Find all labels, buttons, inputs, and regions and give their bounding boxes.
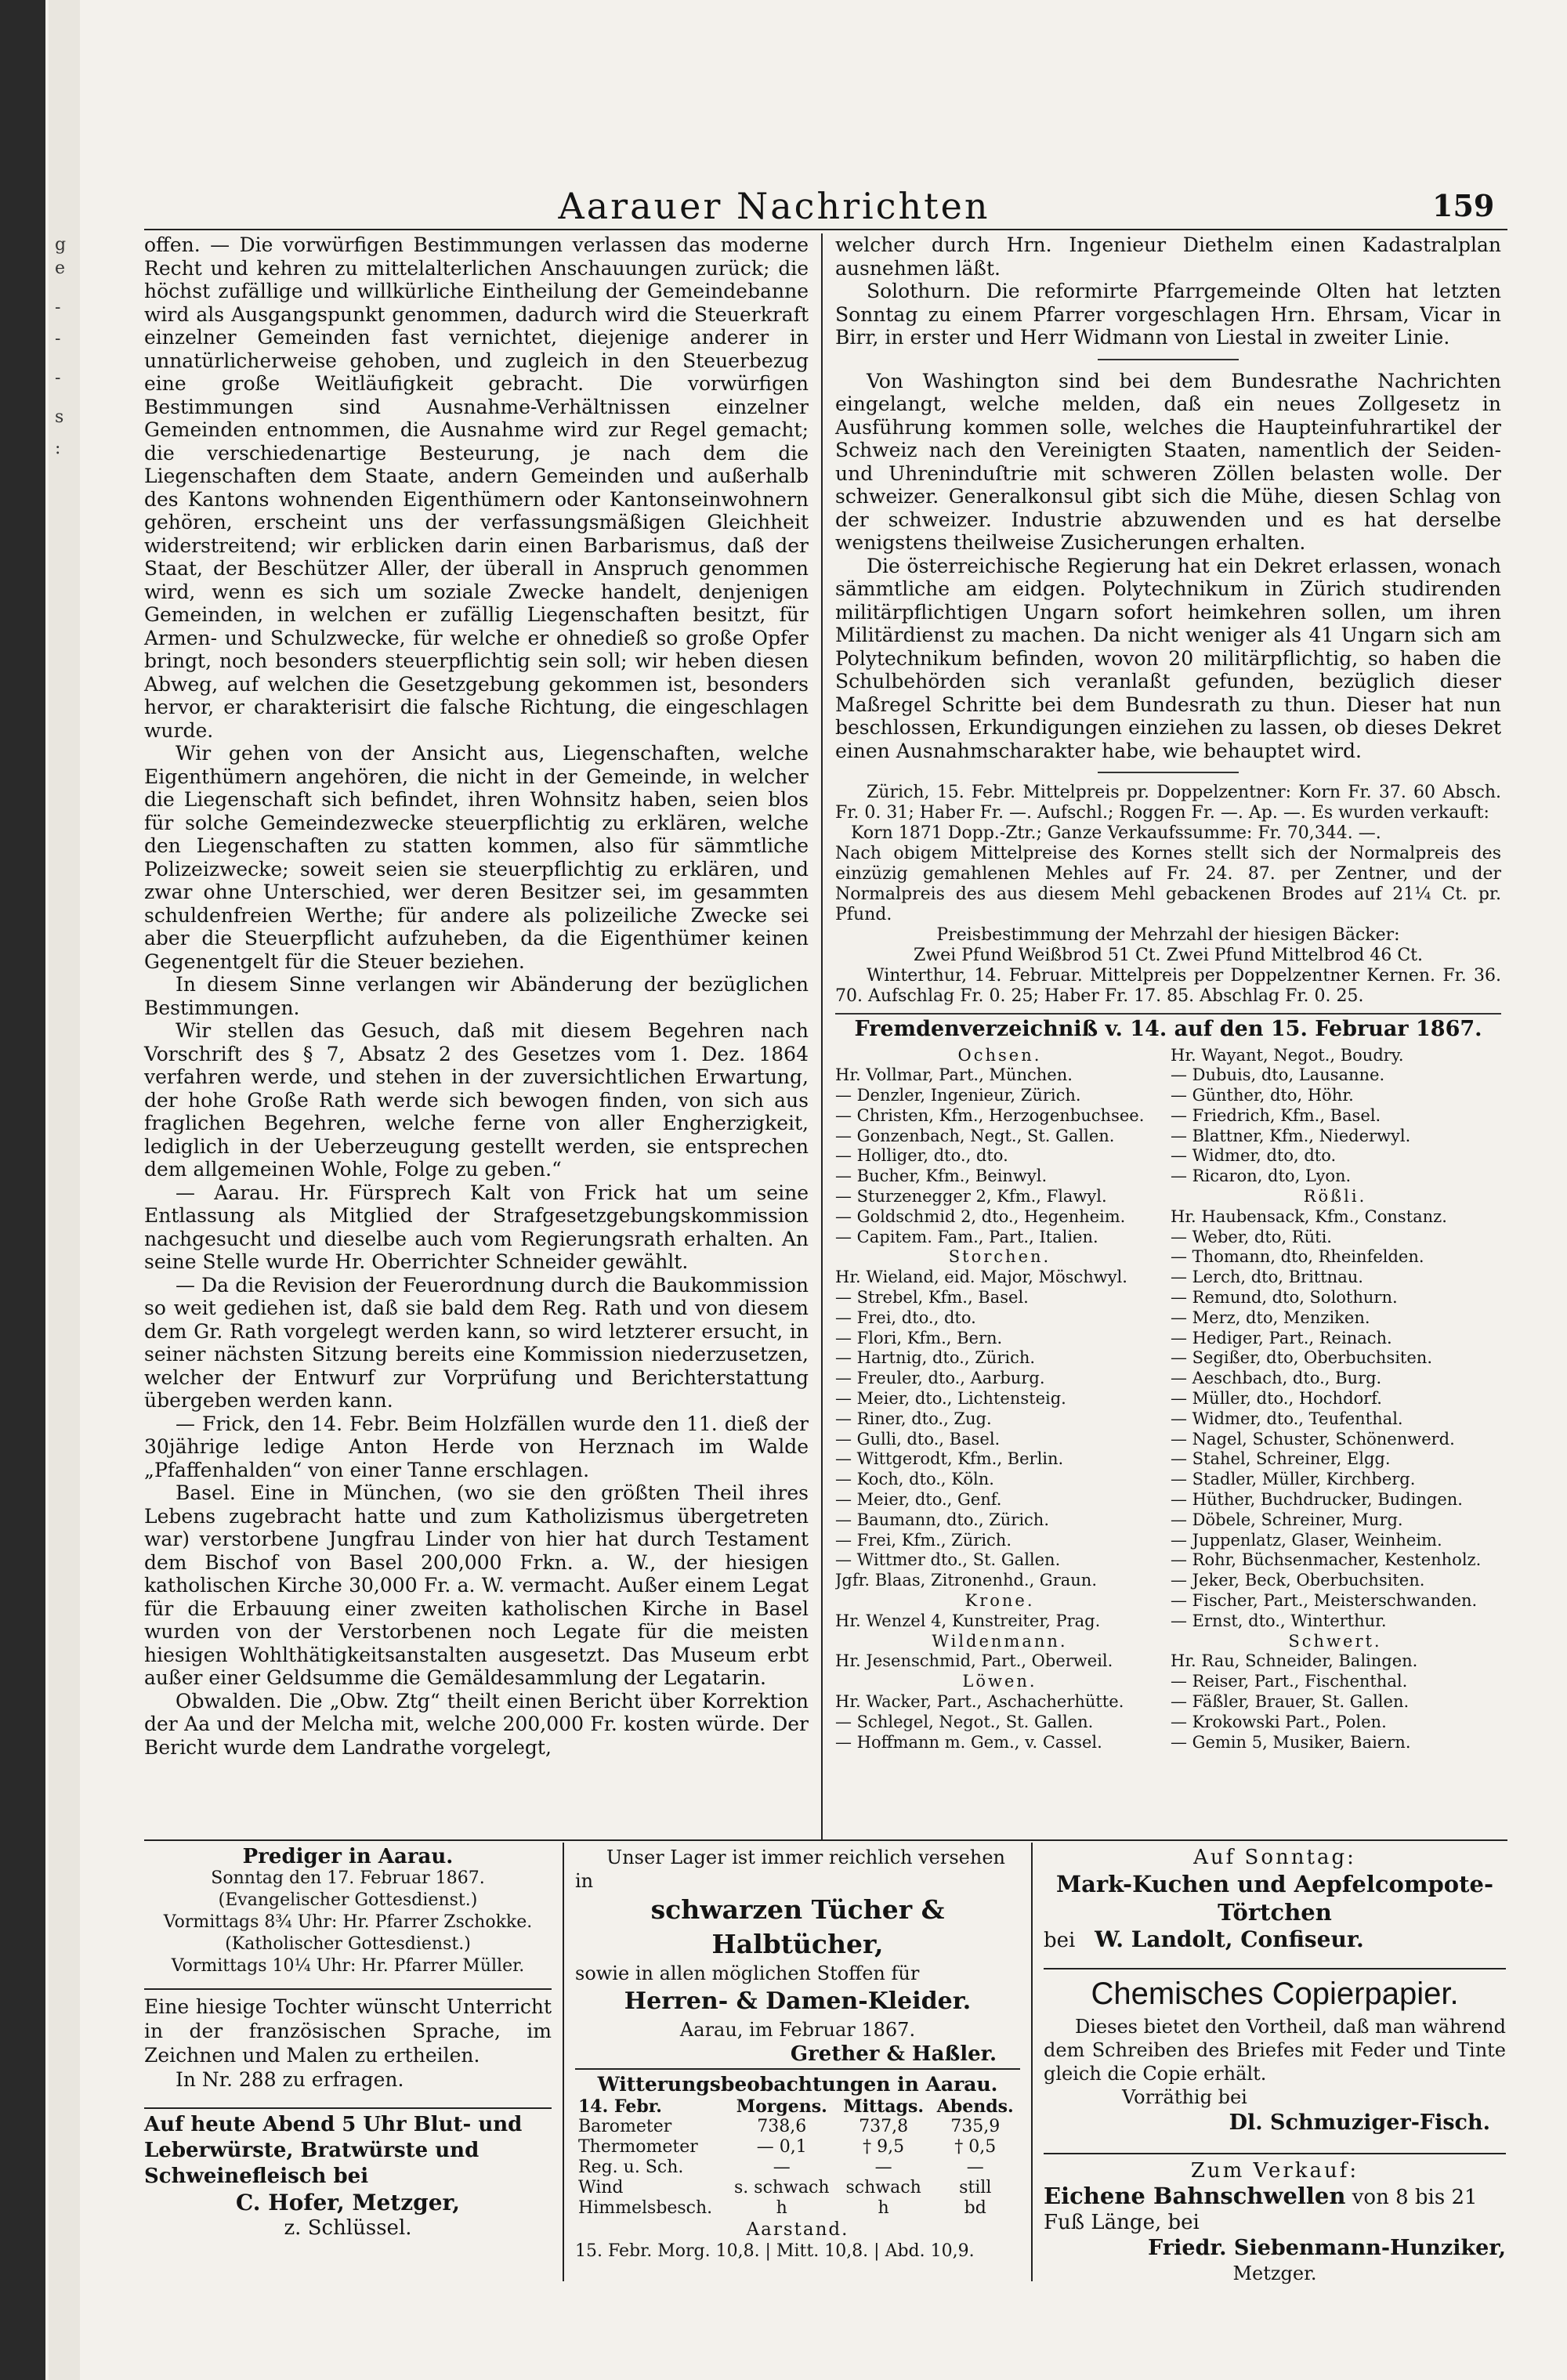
column-divider bbox=[821, 233, 823, 1839]
guest-list-entry: — Hoffmann m. Gem., v. Cassel. bbox=[835, 1732, 1102, 1752]
guest-list-hotel: Löwen. bbox=[962, 1672, 1037, 1691]
guest-list-entry: — Fischer, Part., Meisterschwanden. bbox=[1171, 1591, 1478, 1611]
guest-list-entry: — Dubuis, dto, Lausanne. bbox=[1171, 1065, 1385, 1085]
guest-list-title: Fremdenverzeichniß v. 14. auf den 15. Februar 1867. bbox=[854, 1017, 1482, 1041]
ad-text: Zum Verkauf: bbox=[1190, 2159, 1359, 2183]
ad-headline: Herren- & Damen-Kleider. bbox=[624, 1988, 972, 2015]
ad-line: (Evangelischer Gottesdienst.) bbox=[218, 1890, 478, 1910]
guest-list-entry: — Döbele, Schreiner, Murg. bbox=[1171, 1510, 1403, 1529]
guest-list-entry: — Sturzenegger 2, Kfm., Flawyl. bbox=[835, 1187, 1107, 1206]
section-rule bbox=[835, 1013, 1501, 1015]
ad-prediger bbox=[144, 1846, 552, 1977]
ad-rule bbox=[144, 1988, 552, 1990]
article-paragraph: Basel. Eine in München, (wo sie den größten Theil ihres Lebens zugebracht hatte und zum Katholizismus übergetreten war) verstorbene Jungfrau Linder von hier hat durch Testament dem Bischof von Basel 200,000 Frkn. a. W., der hiesigen katholischen Kirche 30,000 Fr. a. W. vermacht. Außer einem Legat für die Erbauung einer zweiten katholischen Kirche in Basel wurden von der Verstorbenen noch Legate für die meisten hiesigen Wohlthätigkeitsanstalten ausgesetzt. Das Museum erbt außer einer Geldsumme die Gemäldesammlung der Legatarin. bbox=[144, 1481, 809, 1689]
guest-list-entry: — Widmer, dto., Teufenthal. bbox=[1171, 1409, 1403, 1428]
guest-list-entry: — Koch, dto., Köln. bbox=[835, 1470, 994, 1489]
guest-list-entry: — Flori, Kfm., Bern. bbox=[835, 1328, 1003, 1347]
weather-cell: 738,6 bbox=[757, 2117, 807, 2136]
guest-list-entry: — Ernst, dto., Winterthur. bbox=[1171, 1611, 1387, 1630]
ad-copier bbox=[1044, 1973, 1506, 2137]
weather-date: 14. Febr. bbox=[578, 2096, 662, 2117]
guest-list-entry: — Gulli, dto., Basel. bbox=[835, 1429, 1001, 1449]
guest-list-entry: — Aeschbach, dto., Burg. bbox=[1171, 1369, 1382, 1388]
ad-line: Vormittags 8¾ Uhr: Hr. Pfarrer Zschokke. bbox=[163, 1912, 533, 1932]
ad-text: Auf Sonntag: bbox=[1193, 1846, 1356, 1869]
guest-list-entry: Hr. Rau, Schneider, Balingen. bbox=[1171, 1651, 1418, 1671]
ad-title: Prediger in Aarau. bbox=[242, 1845, 454, 1868]
guest-list-entry: — Friedrich, Kfm., Basel. bbox=[1171, 1105, 1381, 1125]
article-paragraph: — Frick, den 14. Febr. Beim Holzfällen wurde den 11. dieß der 30jährige ledige Anton Herde von Herznach im Walde „Pfaffenhalden“ von einer Tanne erschlagen. bbox=[144, 1412, 809, 1481]
weather-row-label: Reg. u. Sch. bbox=[578, 2158, 684, 2177]
guest-list-entry: — Juppenlatz, Glaser, Weinheim. bbox=[1171, 1530, 1442, 1550]
ad-headline: schwarzen Tücher & Halbtücher, bbox=[650, 1894, 945, 1959]
guest-list-hotel: Ochsen. bbox=[957, 1045, 1042, 1065]
article-paragraph: Von Washington sind bei dem Bundesrathe Nachrichten eingelangt, welche melden, daß ein neues Zollgesetz in Ausführung kommen solle, welches die Haupteinfuhrartikel der Schweiz nach den Vereinigten Staaten, namentlich der Seiden- und Uhreninduſtrie mit schweren Zöllen belasten wolle. Der schweizer. Generalkonsul gibt sich die Mühe, diesen Schlag von der schweizer. Industrie abzuwenden und es hat derselbe wenigstens theilweise Zusicherungen erhalten. bbox=[835, 369, 1501, 554]
ad-text: Auf heute Abend 5 Uhr Blut- und Leberwürste, Bratwürste und Schweinefleisch bei bbox=[144, 2113, 523, 2188]
guest-list-entry: — Müller, dto., Hochdorf. bbox=[1171, 1389, 1382, 1409]
guest-list-entry: — Wittgerodt, Kfm., Berlin. bbox=[835, 1449, 1064, 1469]
weather-cell: 735,9 bbox=[950, 2117, 1001, 2136]
guest-list-entry: — Meier, dto., Lichtensteig. bbox=[835, 1389, 1066, 1409]
guest-list-entry: — Rohr, Büchsenmacher, Kestenholz. bbox=[1171, 1550, 1482, 1570]
guest-list-entry: — Krokowski Part., Polen. bbox=[1171, 1712, 1387, 1731]
guest-list-entry: — Hüther, Buchdrucker, Budingen. bbox=[1171, 1490, 1463, 1510]
market-report: Zwei Pfund Weißbrod 51 Ct. Zwei Pfund Mittelbrod 46 Ct. bbox=[913, 946, 1424, 965]
edge-letter: - bbox=[55, 298, 61, 317]
ad-text: Aarau, im Februar 1867. bbox=[679, 2019, 916, 2041]
ad-rule bbox=[144, 2107, 552, 2109]
guest-list-entry: — Frei, Kfm., Zürich. bbox=[835, 1530, 1012, 1550]
market-report: Zürich, 15. Febr. Mittelpreis pr. Doppelzentner: Korn Fr. 37. 60 Absch. Fr. 0. 31; Haber Fr. —. Aufschl.; Roggen Fr. —. Ap. —. Es wurden verkauft: bbox=[835, 783, 1501, 823]
guest-list-entry: — Bucher, Kfm., Beinwyl. bbox=[835, 1166, 1048, 1186]
guest-list-entry: Jgfr. Blaas, Zitronenhd., Graun. bbox=[835, 1571, 1097, 1590]
ad-firm: Grether & Haßler. bbox=[790, 2042, 997, 2066]
ad-name: C. Hofer, Metzger, bbox=[236, 2190, 460, 2215]
ad-headline: Mark-Kuchen und Aepfelcompote-Törtchen bbox=[1055, 1871, 1494, 1926]
ad-rule bbox=[1044, 2153, 1506, 2154]
guest-list-entry: — Reiser, Part., Fischenthal. bbox=[1171, 1672, 1408, 1691]
ad-name: Dl. Schmuziger-Fisch. bbox=[1229, 2111, 1490, 2135]
weather-row-label: Himmelsbesch. bbox=[578, 2198, 713, 2218]
weather-cell: s. schwach bbox=[734, 2178, 830, 2197]
edge-letter: g bbox=[55, 235, 67, 255]
guest-list-hotel: Krone. bbox=[964, 1591, 1035, 1611]
section-separator bbox=[1098, 772, 1239, 773]
weather-table bbox=[575, 2096, 1020, 2219]
guest-list-entry: — Wittmer dto., St. Gallen. bbox=[835, 1550, 1061, 1570]
edge-letter: - bbox=[55, 329, 61, 349]
guest-list-entry: — Segißer, dto, Oberbuchsiten. bbox=[1171, 1348, 1433, 1368]
guest-list-entry: Hr. Wieland, eid. Major, Möschwyl. bbox=[835, 1268, 1127, 1287]
weather-cell: — bbox=[966, 2158, 984, 2177]
edge-letter: : bbox=[55, 439, 61, 458]
ad-lager bbox=[575, 1846, 1020, 2067]
guest-list-entry: — Jeker, Beck, Oberbuchsiten. bbox=[1171, 1571, 1425, 1590]
weather-col-header: Morgens. bbox=[736, 2096, 827, 2117]
ad-headline: Eichene Bahnschwellen bbox=[1044, 2183, 1346, 2209]
right-column bbox=[835, 233, 1501, 1752]
guest-list-entry: — Schlegel, Negot., St. Gallen. bbox=[835, 1712, 1094, 1731]
guest-list-entry: — Gonzenbach, Negt., St. Gallen. bbox=[835, 1126, 1115, 1145]
guest-list-entry: — Thomann, dto, Rheinfelden. bbox=[1171, 1247, 1424, 1267]
article-paragraph: offen. — Die vorwürfigen Bestimmungen verlassen das moderne Recht und kehren zu mittelalterlichen Anschauungen zurück; die höchst zufällige und willkürliche Eintheilung der Gemeindebanne wird als Ausgangspunkt genommen, dadurch wird die Steuerkraft einzelner Gemeinden fast vernichtet, diejenige anderer in unnatürlicherweise gehoben, und zugleich in den Steuerbezug eine große Weitläufigkeit gebracht. Die vorwürfigen Bestimmungen sind Ausnahme-Verhältnissen einzelner Gemeinden entnommen, die Ausnahme wird zur Regel gemacht; die verschiedenartige Besteurung, je nach dem die Liegenschaften dem Staate, andern Gemeinden und außerhalb des Kantons wohnenden Eigenthümern oder Kantonseinwohnern gehören, erscheint uns der verfassungsmäßigen Gleichheit widerstreitend; wir erblicken darin einen Barbarismus, daß der Staat, der Beschützer Aller, der überall in Anspruch genommen wird, wenn es sich um soziale Zwecke handelt, denjenigen Gemeinden, in welchen er zufällig Liegenschaften besitzt, für Armen- und Schulzwecke, für welche er ohnedieß so große Opfer bringt, noch besonders steuerpflichtig sein soll; wir heben diesen Abweg, auf welchen die Gesetzgebung gekommen ist, besonders hervor, er charakterisirt die falsche Richtung, die eingeschlagen wurde. bbox=[144, 233, 809, 742]
article-paragraph: Solothurn. Die reformirte Pfarrgemeinde Olten hat letzten Sonntag zu einem Pfarrer vorgeschlagen Hrn. Ehrsam, Vicar in Birr, in erster und Herr Widmann von Liestal in zweiter Linie. bbox=[835, 280, 1501, 349]
guest-list-entry: — Riner, dto., Zug. bbox=[835, 1409, 992, 1428]
ad-rule bbox=[575, 2068, 1020, 2070]
guest-list-entry: Hr. Wenzel 4, Kunstreiter, Prag. bbox=[835, 1611, 1101, 1630]
edge-letter: - bbox=[55, 368, 61, 388]
guest-list-hotel: Wildenmann. bbox=[932, 1631, 1068, 1651]
article-paragraph: Wir gehen von der Ansicht aus, Liegenschaften, welche Eigenthümern angehören, die nicht in der Gemeinde, in welcher die Liegenschaft sich befindet, ihren Wohnsitz haben, seien blos für solche Gemeindezwecke steuerpflichtig zu erklären, welche den Liegenschaften zu statten kommen, also für sämmtliche Polizeizwecke; soweit seien sie steuerpflichtig zu erklären, und zwar ohne Unterschied, wer deren Besitzer sei, im gesammten schuldenfreien Werthe; für andere als polizeiliche Zwecke sei aber die Steuerpflicht aufzuheben, da die Eigenthümer keinen Gegenentgelt für die Steuer beziehen. bbox=[144, 742, 809, 973]
guest-list-entry: — Meier, dto., Genf. bbox=[835, 1490, 1002, 1510]
page-edge bbox=[49, 0, 80, 2380]
weather-row-label: Thermometer bbox=[578, 2137, 698, 2157]
guest-list-entry: — Nagel, Schuster, Schönenwerd. bbox=[1171, 1429, 1455, 1449]
page-number: 159 bbox=[1432, 188, 1495, 223]
guest-list-hotel: Rößli. bbox=[1303, 1187, 1367, 1206]
edge-letter: e bbox=[55, 259, 66, 278]
edge-letter: s bbox=[55, 407, 64, 427]
weather-row-label: Barometer bbox=[578, 2117, 672, 2136]
market-report: Nach obigem Mittelpreise des Kornes stellt sich der Normalpreis des einzüzig gemahlenen Mehles auf Fr. 24. 87. per Zentner, und der Normalpreis des aus diesem Mehl gebackenen Brodes auf 21¼ Ct. pr. Pfund. bbox=[835, 844, 1501, 924]
market-report: Winterthur, 14. Februar. Mittelpreis per Doppelzentner Kernen. Fr. 36. 70. Aufschlag Fr. 0. 25; Haber Fr. 17. 85. Abschlag Fr. 0. 25. bbox=[835, 966, 1501, 1006]
article-paragraph: Obwalden. Die „Obw. Ztg“ theilt einen Bericht über Korrektion der Aa und der Melcha mit, welche 200,000 Fr. kosten würde. Der Bericht wurde dem Landrathe vorgelegt, bbox=[144, 1689, 809, 1759]
header-rule bbox=[144, 229, 1507, 230]
ad-place: z. Schlüssel. bbox=[284, 2216, 412, 2240]
weather-cell: schwach bbox=[845, 2178, 921, 2197]
guest-list-entry: — Frei, dto., dto. bbox=[835, 1308, 976, 1327]
newspaper-page bbox=[45, 0, 1567, 2380]
guest-list-entry: — Lerch, dto, Brittnau. bbox=[1171, 1268, 1363, 1287]
ad-text: von 8 bis 21 Fuß Länge, bei bbox=[1044, 2186, 1478, 2234]
ad-sonntag bbox=[1044, 1846, 1506, 1954]
weather-cell: † 0,5 bbox=[954, 2137, 997, 2157]
weather-col-header: Abends. bbox=[936, 2096, 1014, 2117]
guest-list-entry: — Freuler, dto., Aarburg. bbox=[835, 1369, 1045, 1388]
guest-list-entry: — Goldschmid 2, dto., Hegenheim. bbox=[835, 1206, 1126, 1226]
weather-cell: still bbox=[959, 2178, 992, 2197]
guest-list-entry: — Ricaron, dto, Lyon. bbox=[1171, 1166, 1352, 1186]
guest-list-entry: — Stadler, Müller, Kirchberg. bbox=[1171, 1470, 1416, 1489]
article-paragraph: welcher durch Hrn. Ingenieur Diethelm einen Kadastralplan ausnehmen läßt. bbox=[835, 233, 1501, 280]
guest-list-entry: — Widmer, dto, dto. bbox=[1171, 1146, 1337, 1166]
section-separator bbox=[1098, 359, 1239, 360]
ad-headline: Chemisches Copierpapier. bbox=[1091, 1977, 1459, 2011]
guest-list-entry: — Capitem. Fam., Part., Italien. bbox=[835, 1227, 1098, 1246]
article-paragraph: Wir stellen das Gesuch, daß mit diesem Begehren nach Vorschrift des § 7, Absatz 2 des Gesetzes vom 1. Dez. 1864 verfahren werde, und stehen in der zuversichtlichen Erwartung, der hohe Große Rath werde sich bewogen finden, von sich aus fraglichen Begehren, welche ferne von aller Engherzigkeit, lediglich in der Ueberzeugung gestellt werden, sie entsprechen dem allgemeinen Wohle, Folge zu geben.“ bbox=[144, 1019, 809, 1181]
ad-text: Unser Lager ist immer reichlich versehen in bbox=[575, 1846, 1005, 1892]
weather-cell: h bbox=[776, 2198, 787, 2218]
guest-list-entry: Hr. Wacker, Part., Aschacherhütte. bbox=[835, 1692, 1124, 1711]
weather-cell: h bbox=[878, 2198, 889, 2218]
ad-text: Dieses bietet den Vortheil, daß man während dem Schreiben des Briefes mit Feder und Tinte gleich die Copie erhält. bbox=[1044, 2016, 1506, 2085]
guest-list-hotel: Storchen. bbox=[948, 1247, 1051, 1267]
ad-verkauf bbox=[1044, 2159, 1506, 2286]
guest-list-entry: — Gemin 5, Musiker, Baiern. bbox=[1171, 1732, 1411, 1752]
weather-cell: bd bbox=[964, 2198, 986, 2218]
ad-divider bbox=[563, 1843, 564, 2281]
weather-col-header: Mittags. bbox=[843, 2096, 924, 2117]
weather-box bbox=[575, 2073, 1020, 2262]
article-paragraph: Die österreichische Regierung hat ein Dekret erlassen, wonach sämmtliche am eidgen. Polytechnikum in Zürich studirenden militärpflichtigen Ungarn sofort heimkehren sollen, um ihren Militärdienst zu machen. Da nicht weniger als 41 Ungarn sich am Polytechnikum befinden, wovon 20 militärpflichtig, so haben die Schulbehörden sich veranlaßt gefunden, bezüglich dieser Maßregel Schritte bei dem Bundesrath zu thun. Dieser hat nun beschlossen, Erkundigungen einziehen zu lassen, ob dieses Dekret einen Ausnahmscharakter habe, wie behauptet wird. bbox=[835, 554, 1501, 762]
left-column bbox=[144, 233, 809, 1759]
guest-list-hotel: Schwert. bbox=[1288, 1631, 1382, 1651]
article-paragraph: In diesem Sinne verlangen wir Abänderung der bezüglichen Bestimmungen. bbox=[144, 973, 809, 1019]
ad-text: Vorräthig bei bbox=[1122, 2086, 1247, 2108]
weather-cell: — bbox=[773, 2158, 791, 2177]
guest-list-entry: — Denzler, Ingenieur, Zürich. bbox=[835, 1086, 1081, 1105]
market-report: Korn 1871 Dopp.-Ztr.; Ganze Verkaufssumme: Fr. 70,344. —. bbox=[851, 823, 1381, 843]
guest-list-entry: — Christen, Kfm., Herzogenbuchsee. bbox=[835, 1105, 1145, 1125]
ad-divider bbox=[1031, 1843, 1033, 2281]
guest-list-entry: — Fäßler, Brauer, St. Gallen. bbox=[1171, 1692, 1410, 1711]
guest-list-entry: Hr. Vollmar, Part., München. bbox=[835, 1065, 1073, 1085]
ad-line: (Katholischer Gottesdienst.) bbox=[225, 1934, 471, 1954]
guest-list-entry: — Remund, dto, Solothurn. bbox=[1171, 1288, 1398, 1308]
article-paragraph: — Da die Revision der Feuerordnung durch die Baukommission so weit gediehen ist, daß sie bald dem Reg. Rath und von diesem dem Gr. Rath vorgelegt werden kann, so wird letzterer ersucht, in seiner nächsten Sitzung bereits eine Kommission niederzusetzen, welcher der Entwurf zur Vorprüfung und Berichterstattung übergeben werden kann. bbox=[144, 1273, 809, 1412]
guest-list-entry: — Stahel, Schreiner, Elgg. bbox=[1171, 1449, 1391, 1469]
market-report: Preisbestimmung der Mehrzahl der hiesigen Bäcker: bbox=[936, 925, 1400, 945]
ad-line: Vormittags 10¼ Uhr: Hr. Pfarrer Müller. bbox=[171, 1956, 525, 1976]
ads-rule bbox=[144, 1839, 1507, 1841]
ad-text: Metzger. bbox=[1232, 2262, 1317, 2284]
guest-list-entry: — Baumann, dto., Zürich. bbox=[835, 1510, 1049, 1529]
ad-name: W. Landolt, Confiseur. bbox=[1095, 1926, 1364, 1952]
guest-list-entry: — Günther, dto, Höhr. bbox=[1171, 1086, 1354, 1105]
ad-text: Eine hiesige Tochter wünscht Unterricht in der französischen Sprache, im Zeichnen und Malen zu ertheilen. bbox=[144, 1995, 552, 2067]
guest-list-entry: — Blattner, Kfm., Niederwyl. bbox=[1171, 1126, 1411, 1145]
weather-cell: — 0,1 bbox=[756, 2137, 807, 2157]
ad-hofer bbox=[144, 2112, 552, 2241]
guest-list-entry: Hr. Haubensack, Kfm., Constanz. bbox=[1171, 1206, 1447, 1226]
masthead-title: Aarauer Nachrichten bbox=[558, 185, 990, 227]
guest-list-entry: — Holliger, dto., dto. bbox=[835, 1146, 1008, 1166]
aarstand-values: 15. Febr. Morg. 10,8. | Mitt. 10,8. | Abd. 10,9. bbox=[575, 2241, 975, 2261]
weather-row-label: Wind bbox=[578, 2178, 624, 2197]
ad-rule bbox=[1044, 1968, 1506, 1969]
aarstand-title: Aarstand. bbox=[746, 2219, 849, 2240]
guest-list-right bbox=[1171, 1046, 1500, 1753]
weather-cell: 737,8 bbox=[859, 2117, 909, 2136]
ad-text: sowie in allen möglichen Stoffen für bbox=[575, 1962, 920, 1984]
guest-list-entry: Hr. Wayant, Negot., Boudry. bbox=[1171, 1045, 1404, 1065]
ad-text: In Nr. 288 zu erfragen. bbox=[176, 2068, 404, 2091]
guest-list-entry: Hr. Jesenschmid, Part., Oberweil. bbox=[835, 1651, 1113, 1671]
weather-cell: † 9,5 bbox=[863, 2137, 905, 2157]
ad-text: bei bbox=[1044, 1929, 1076, 1952]
guest-list-entry: — Weber, dto, Rüti. bbox=[1171, 1227, 1332, 1246]
weather-cell: — bbox=[874, 2158, 892, 2177]
article-paragraph: — Aarau. Hr. Fürsprech Kalt von Frick hat um seine Entlassung als Mitglied der Strafgesetzgebungskommission nachgesucht und dieselbe auch vom Regierungsrath erhalten. An seine Stelle wurde Hr. Oberrichter Schneider gewählt. bbox=[144, 1181, 809, 1273]
guest-list-entry: — Hartnig, dto., Zürich. bbox=[835, 1348, 1036, 1368]
ad-name: Friedr. Siebenmann-Hunziker, bbox=[1148, 2236, 1506, 2260]
ad-tochter bbox=[144, 1995, 552, 2092]
guest-list-left bbox=[835, 1046, 1164, 1753]
weather-title: Witterungsbeobachtungen in Aarau. bbox=[597, 2073, 998, 2096]
guest-list-entry: — Hediger, Part., Reinach. bbox=[1171, 1328, 1392, 1347]
guest-list-entry: — Strebel, Kfm., Basel. bbox=[835, 1288, 1029, 1308]
guest-list-entry: — Merz, dto, Menziken. bbox=[1171, 1308, 1370, 1327]
ad-line: Sonntag den 17. Februar 1867. bbox=[211, 1868, 485, 1888]
